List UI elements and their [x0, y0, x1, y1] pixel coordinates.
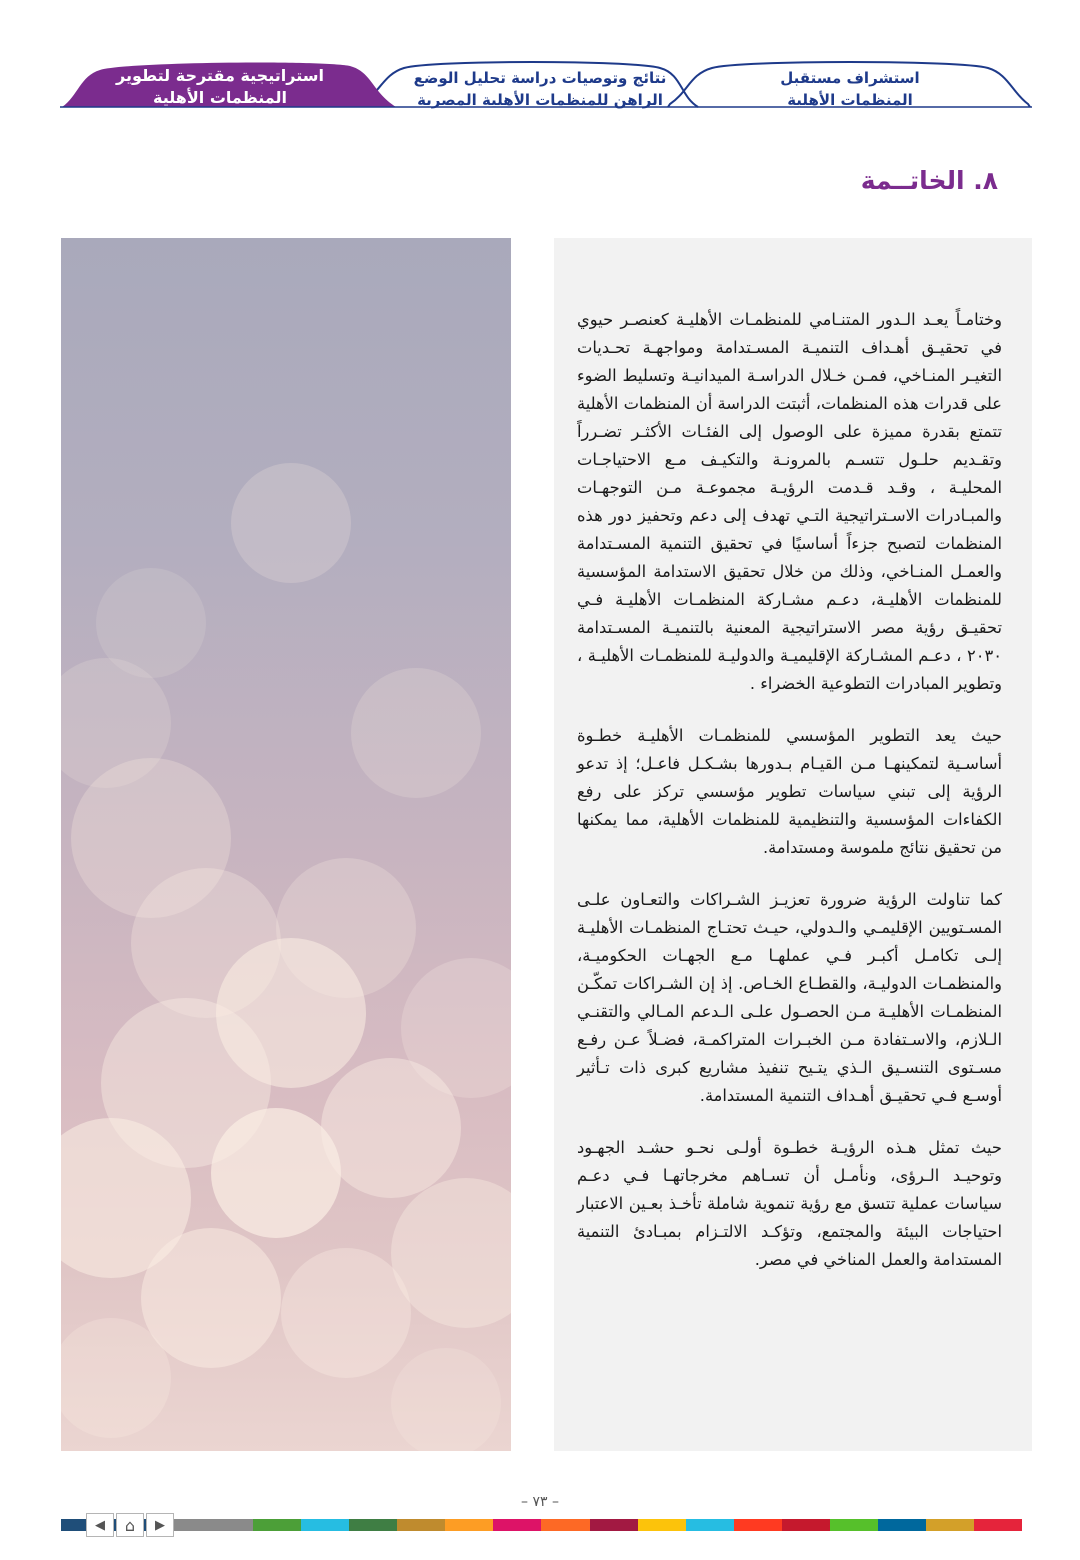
paragraph-2: حيث يعد التطوير المؤسسي للمنظمـات الأهليـة خطـوة أساسـية لتمكينهـا مـن القيـام بـدورها بشـكـل فاعـل؛ إذ تدعو الرؤية إلى تبني سياسات تطوير مؤسسي تركز على رفع الكفاءات المؤسسية والتنظيمية للمنظمات الأهلية، مما يمكنها من تحقيق نتائج ملموسة ومستدامة.	[577, 726, 1002, 857]
bokeh-light	[351, 668, 481, 798]
bokeh-light	[281, 1248, 411, 1378]
header-tabs	[0, 0, 1080, 115]
tab-proposed-strategy-line1: استراتيجية مقترحة لتطوير	[116, 66, 324, 85]
tab-study-results-line1: نتائج وتوصيات دراسة تحليل الوضع	[413, 69, 667, 87]
page-number: – ٧٣ –	[521, 1494, 559, 1510]
sdg-color-segment	[349, 1519, 397, 1531]
arrow-right-icon: ▶	[155, 1517, 165, 1533]
tab-proposed-strategy[interactable]	[70, 65, 370, 109]
footer-nav	[86, 1513, 174, 1537]
sdg-color-segment	[830, 1519, 878, 1531]
paragraph-1: وختامـاً يعـد الـدور المتنـامي للمنظمـات الأهليـة كعنصـر حيوي في تحقيـق أهـداف التنميـة المسـتدامة ومواجهـة تحـديات التغيـر المنـاخي، فمـن خـلال الدراسـة الميدانيـة وتسليط الضوء على قدرات هذه المنظمات، أثبتت الدراسة أن المنظمات الأهلية تتمتع بقدرة مميزة على الوصول إلى الفئـات الأكثـر تضـرراً وتقـديم حلـول تتسـم بالمرونـة والتكيـف مـع الاحتياجـات المحليـة ، وقـد قـدمت الرؤيـة مجموعـة مـن التوجهـات والمبـادرات الاسـتراتيجية التـي تهدف إلى دعم وتحفيز دور هذه المنظمات لتصبح جزءاً أساسيًا في تحقيق التنمية المسـتدامة والعمـل المنـاخي، وذلك من خلال تحقيق الاستدامة المؤسسية للمنظمات الأهليـة، دعـم مشـاركة المنظمـات الأهليـة فـي تحقيـق رؤية مصر الاستراتيجية المعنية بالتنميـة المسـتدامة ٢٠٣٠ ، دعـم المشـاركة الإقليميـة والدوليـة للمنظمـات الأهليـة ، وتطوير المبادرات التطوعية الخضراء .	[577, 310, 1002, 693]
paragraph-3: كما تناولت الرؤية ضرورة تعزيـز الشـراكات والتعـاون علـى المسـتويين الإقليمـي والـدولي، حيـث تحتـاج المنظمـات الأهليـة إلـى تكامـل أكبـر فـي عملهـا مـع الجهـات الحكوميـة، والمنظمـات الدوليـة، والقطـاع الخـاص. إذ إن الشـراكات تمكّـن المنظمـات الأهليـة مـن الحصـول علـى الـدعم المـالي والتقنـي الـلازم، والاسـتفادة مـن الخبـرات المتراكمـة، فضـلاً عـن رفـع مسـتوى التنسـيق الـذي يتـيح تنفيذ مشاريع كبرى ذات تـأثير أوسـع فـي تحقيـق أهـداف التنمية المستدامة.	[577, 890, 1002, 1105]
bokeh-photo	[61, 238, 511, 1451]
tab-study-results-line2: الراهن للمنظمات الأهلية المصرية	[417, 91, 663, 109]
home-icon: ⌂	[124, 1515, 136, 1535]
tab-ngo-future-line1: استشراف مستقبل	[780, 69, 920, 87]
sdg-color-segment	[205, 1519, 253, 1531]
sdg-color-segment	[638, 1519, 686, 1531]
sdg-color-segment	[445, 1519, 493, 1531]
bokeh-light	[216, 938, 366, 1088]
sdg-color-segment	[541, 1519, 589, 1531]
tab-study-results[interactable]	[375, 67, 705, 111]
sdg-color-segment	[878, 1519, 926, 1531]
conclusion-text	[577, 306, 1002, 1298]
arrow-left-icon: ◀	[95, 1517, 105, 1533]
bokeh-light	[61, 1318, 171, 1438]
home-button[interactable]	[116, 1513, 144, 1537]
sdg-color-segment	[734, 1519, 782, 1531]
sdg-color-bar	[61, 1519, 1022, 1531]
sdg-color-segment	[782, 1519, 830, 1531]
prev-page-button[interactable]	[86, 1513, 114, 1537]
sdg-color-segment	[397, 1519, 445, 1531]
bokeh-light	[231, 463, 351, 583]
sdg-color-segment	[253, 1519, 301, 1531]
section-title: ٨. الخاتــمة	[860, 166, 998, 195]
tab-proposed-strategy-line2: المنظمات الأهلية	[153, 88, 287, 107]
tab-ngo-future[interactable]	[700, 67, 1000, 111]
sdg-color-segment	[926, 1519, 974, 1531]
sdg-color-segment	[493, 1519, 541, 1531]
paragraph-4: حيث تمثل هـذه الرؤيـة خطـوة أولـى نحـو حشـد الجهـود وتوحيـد الـرؤى، ونأمـل أن تسـاهم مخرجاتهـا فـي دعـم سياسات عملية تتسق مع رؤية تنموية شاملة تأخـذ بعـين الاعتبار احتياجات البيئة والمجتمع، وتؤكـد الالتـزام بمبـادئ التنمية المستدامة والعمل المناخي في مصر.	[577, 1138, 1002, 1269]
sdg-color-segment	[590, 1519, 638, 1531]
text-panel	[554, 238, 1032, 1451]
sdg-color-segment	[974, 1519, 1022, 1531]
bokeh-light	[321, 1058, 461, 1198]
next-page-button[interactable]	[146, 1513, 174, 1537]
sdg-color-segment	[301, 1519, 349, 1531]
bokeh-light	[391, 1348, 501, 1451]
tab-ngo-future-line2: المنظمات الأهلية	[787, 91, 913, 109]
sdg-color-segment	[686, 1519, 734, 1531]
